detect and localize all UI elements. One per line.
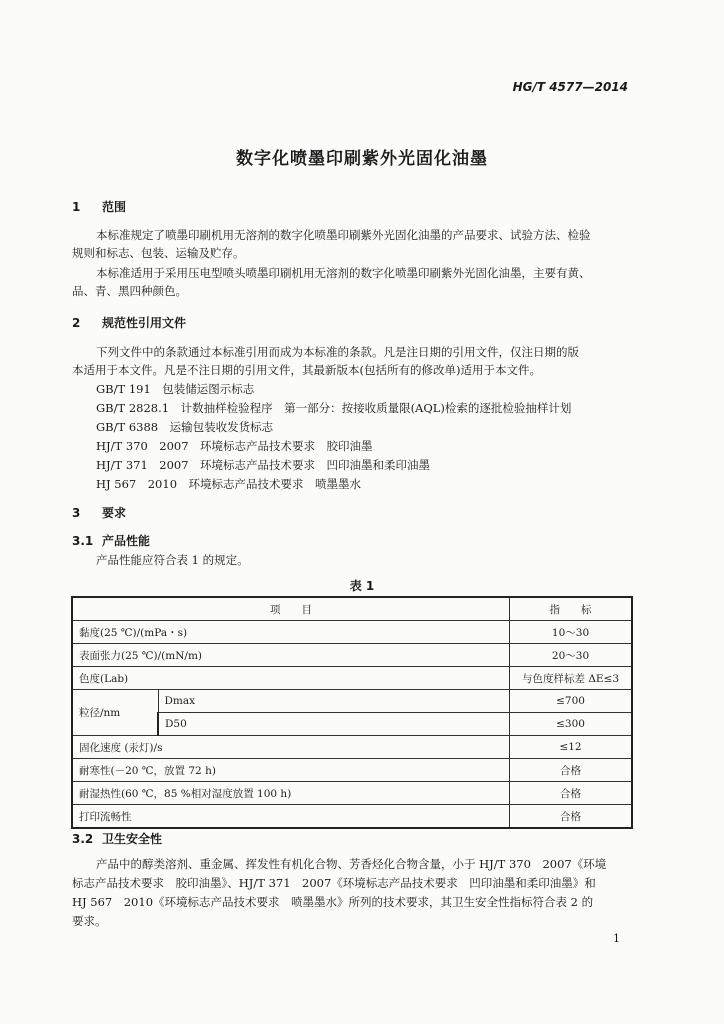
reference-item: GB/T 6388 运输包装收发货标志 <box>96 420 274 434</box>
section-3-2-paragraph-line-1: 产品中的醇类溶剂、重金属、挥发性有机化合物、芳香烃化合物含量，小于 HJ/T 370 2007《环境 <box>96 857 607 871</box>
spec-cell: ≤300 <box>510 713 632 736</box>
section-1-paragraph-2-line-2: 品、青、黑四种颜色。 <box>72 284 187 298</box>
column-header-item: 项 目 <box>72 597 510 621</box>
reference-item: HJ 567 2010 环境标志产品技术要求 喷墨墨水 <box>96 477 362 491</box>
reference-item: HJ/T 371 2007 环境标志产品技术要求 凹印油墨和柔印油墨 <box>96 458 431 472</box>
spec-cell: 20～30 <box>510 644 632 667</box>
section-title: 规范性引用文件 <box>102 316 187 330</box>
spec-cell: ≤12 <box>510 736 632 759</box>
section-3-heading <box>72 504 126 521</box>
table-row <box>72 759 632 782</box>
section-number: 3.2 <box>72 832 94 846</box>
section-title: 卫生安全性 <box>102 832 163 846</box>
column-header-spec: 指 标 <box>510 597 632 621</box>
section-3-1-heading <box>72 532 150 549</box>
section-1-heading <box>72 198 126 215</box>
standard-code: HG/T 4577—2014 <box>512 80 628 94</box>
spec-cell: 10～30 <box>510 621 632 644</box>
item-cell: 黏度(25 ℃)/(mPa・s) <box>72 621 510 644</box>
sub-item-cell: Dmax <box>158 690 510 713</box>
section-2-heading <box>72 314 186 331</box>
spec-cell: 合格 <box>510 805 632 829</box>
spec-cell: 合格 <box>510 782 632 805</box>
section-title: 要求 <box>102 506 127 520</box>
table-header-row <box>72 597 632 621</box>
section-3-2-paragraph-line-3: HJ 567 2010《环境标志产品技术要求 喷墨墨水》所列的技术要求，其卫生安全性指标符合表 2 的 <box>72 895 594 909</box>
section-1-paragraph-2-line-1: 本标准适用于采用压电型喷头喷墨印刷机用无溶剂的数字化喷墨印刷紫外光固化油墨，主要有黄、 <box>96 266 591 280</box>
item-cell: 耐湿热性(60 ℃，85 %相对湿度放置 100 h) <box>72 782 510 805</box>
table-row <box>72 782 632 805</box>
section-title: 范围 <box>102 200 127 214</box>
item-cell: 打印流畅性 <box>72 805 510 829</box>
item-cell: 表面张力(25 ℃)/(mN/m) <box>72 644 510 667</box>
section-3-2-heading <box>72 830 162 847</box>
spec-cell: 与色度样标差 ΔE≤3 <box>510 667 632 690</box>
section-2-paragraph-line-1: 下列文件中的条款通过本标准引用而成为本标准的条款。凡是注日期的引用文件，仅注日期的版 <box>96 345 579 359</box>
item-cell: 粒径/nm <box>72 690 158 736</box>
section-number: 2 <box>72 316 81 330</box>
table-row <box>72 690 632 713</box>
section-title: 产品性能 <box>102 534 151 548</box>
section-1-paragraph-1-line-1: 本标准规定了喷墨印刷机用无溶剂的数字化喷墨印刷紫外光固化油墨的产品要求、试验方法、检验 <box>96 228 591 242</box>
section-3-2-paragraph-line-4: 要求。 <box>72 914 107 928</box>
section-3-2-paragraph-line-2: 标志产品技术要求 胶印油墨》、HJ/T 371 2007《环境标志产品技术要求 凹印油墨和柔印油墨》和 <box>72 876 596 890</box>
document-title: 数字化喷墨印刷紫外光固化油墨 <box>236 149 488 169</box>
section-number: 1 <box>72 200 81 214</box>
section-3-1-paragraph: 产品性能应符合表 1 的规定。 <box>96 553 249 567</box>
table-caption: 表 1 <box>349 579 375 593</box>
reference-item: GB/T 2828.1 计数抽样检验程序 第一部分：按接收质量限(AQL)检索的逐批检验抽样计划 <box>96 401 572 415</box>
table-row <box>72 644 632 667</box>
section-number: 3 <box>72 506 81 520</box>
section-2-paragraph-line-2: 本适用于本文件。凡是不注日期的引用文件，其最新版本(包括所有的修改单)适用于本文件。 <box>72 363 541 377</box>
table-row <box>72 621 632 644</box>
spec-table <box>71 596 633 829</box>
table-row <box>72 667 632 690</box>
section-1-paragraph-1-line-2: 规则和标志、包装、运输及贮存。 <box>72 246 245 260</box>
sub-item-cell: D50 <box>158 713 510 736</box>
spec-cell: 合格 <box>510 759 632 782</box>
item-cell: 色度(Lab) <box>72 667 510 690</box>
page-number: 1 <box>613 932 620 945</box>
item-cell: 固化速度 (汞灯)/s <box>72 736 510 759</box>
table-row <box>72 736 632 759</box>
item-cell: 耐寒性(－20 ℃，放置 72 h) <box>72 759 510 782</box>
reference-item: GB/T 191 包装储运图示标志 <box>96 382 255 396</box>
table-row <box>72 805 632 829</box>
reference-item: HJ/T 370 2007 环境标志产品技术要求 胶印油墨 <box>96 439 373 453</box>
section-number: 3.1 <box>72 534 94 548</box>
spec-cell: ≤700 <box>510 690 632 713</box>
